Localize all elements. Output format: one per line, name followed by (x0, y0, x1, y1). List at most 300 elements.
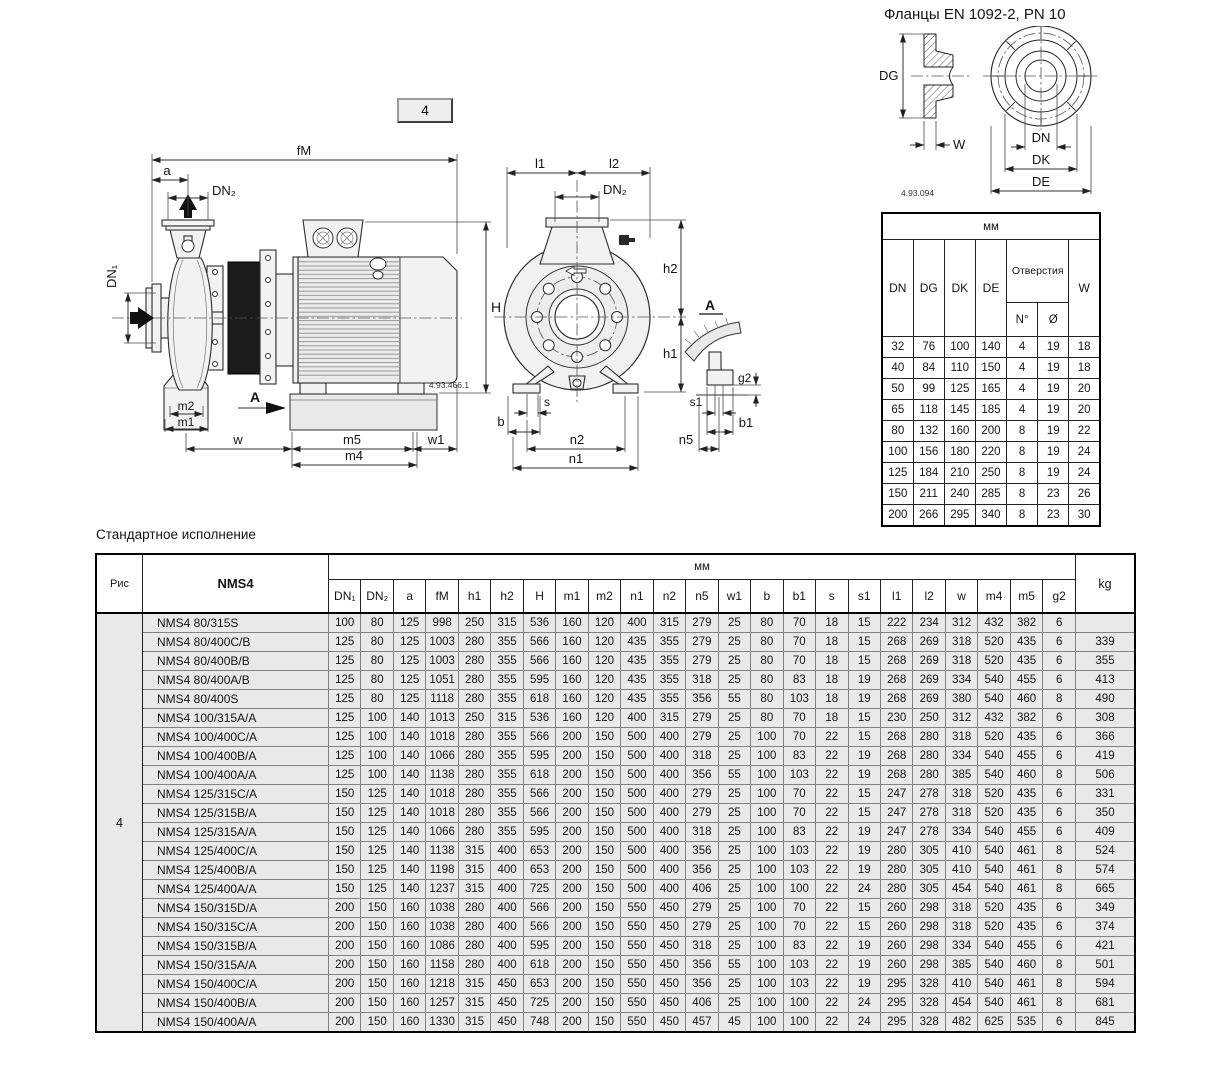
dim-value: 550 (621, 994, 653, 1013)
dim-value: 150 (361, 994, 393, 1013)
dim-value: 1003 (426, 652, 458, 671)
dim-value: 280 (458, 652, 490, 671)
dim-value: 160 (556, 633, 588, 652)
dim-value: 280 (458, 956, 490, 975)
dim-value: 200 (329, 994, 361, 1013)
dim-value: 22 (816, 842, 848, 861)
dim-value: 25 (718, 633, 750, 652)
dim-value: 125 (329, 766, 361, 785)
dim-value: 260 (880, 899, 912, 918)
dim-col-header: DN₂ (361, 580, 393, 614)
dim-col-header: h2 (491, 580, 523, 614)
dim-value: 382 (1010, 709, 1042, 728)
dim-value: 25 (718, 671, 750, 690)
dim-value: 140 (393, 747, 425, 766)
dim-value: 457 (686, 1013, 718, 1033)
dim-value: 280 (458, 671, 490, 690)
dim-value: 305 (913, 861, 945, 880)
dim-value: 80 (751, 709, 783, 728)
flange-value: 150 (975, 358, 1006, 379)
dim-value: 80 (361, 613, 393, 633)
flange-value: 156 (913, 442, 944, 463)
dim-col-header: m2 (588, 580, 620, 614)
dim-value: 280 (458, 690, 490, 709)
dim-value: 618 (523, 690, 555, 709)
dim-value: 8 (1043, 861, 1076, 880)
dim-value: 100 (329, 613, 361, 633)
dim-value: 536 (523, 709, 555, 728)
dim-value: 160 (393, 975, 425, 994)
dim-value: 1066 (426, 747, 458, 766)
dim-value: 400 (653, 861, 685, 880)
dim-value: 200 (556, 785, 588, 804)
dim-value: 22 (816, 1013, 848, 1033)
dim-label-b1: b1 (738, 415, 754, 430)
dim-value: 315 (458, 975, 490, 994)
dim-value: 100 (783, 880, 815, 899)
dim-label-w: w (233, 432, 243, 447)
dim-value: 22 (816, 918, 848, 937)
dim-label-s1: s1 (689, 395, 703, 409)
dim-value: 400 (491, 899, 523, 918)
flange-value: 26 (1069, 484, 1100, 505)
dim-value: 6 (1043, 709, 1076, 728)
dim-value: 356 (686, 690, 718, 709)
dim-value: 150 (588, 842, 620, 861)
dim-value: 70 (783, 709, 815, 728)
flange-tbody (882, 337, 1100, 527)
dim-value: 540 (978, 880, 1010, 899)
flange-value: 20 (1069, 379, 1100, 400)
flange-value: 4 (1007, 337, 1038, 358)
dim-value: 22 (816, 975, 848, 994)
dim-value: 334 (945, 671, 977, 690)
dim-col-header: m5 (1010, 580, 1042, 614)
dim-value: 312 (945, 709, 977, 728)
pump-model: NMS4 150/315B/A (143, 937, 329, 956)
flange-value: 23 (1038, 484, 1069, 505)
dim-col-header: b (751, 580, 783, 614)
flange-value: 132 (913, 421, 944, 442)
dim-value: 435 (1010, 652, 1042, 671)
dim-label-b: b (497, 414, 505, 429)
dim-value: 100 (751, 747, 783, 766)
dim-value: 25 (718, 880, 750, 899)
dim-value: 280 (880, 880, 912, 899)
dim-value: 355 (491, 671, 523, 690)
dim-value: 460 (1010, 956, 1042, 975)
pump-row (96, 785, 1135, 804)
dim-value: 140 (393, 728, 425, 747)
dim-value: 150 (588, 785, 620, 804)
dim-value: 435 (621, 633, 653, 652)
col-header-dn: DN (882, 240, 913, 337)
flange-value: 19 (1038, 337, 1069, 358)
dim-value: 25 (718, 785, 750, 804)
pump-row (96, 918, 1135, 937)
dim-value: 125 (329, 671, 361, 690)
weight-value: 421 (1076, 937, 1136, 956)
flange-value: 80 (882, 421, 913, 442)
pump-model: NMS4 125/400C/A (143, 842, 329, 861)
dim-value: 80 (361, 652, 393, 671)
dim-value: 298 (913, 937, 945, 956)
dim-value: 150 (588, 994, 620, 1013)
dim-value: 15 (848, 652, 880, 671)
dim-label-DK: DK (1031, 152, 1051, 167)
drawing-ref-flange: 4.93.094 (901, 188, 935, 198)
dim-label-DN: DN (1031, 130, 1051, 145)
dim-value: 540 (978, 975, 1010, 994)
dim-value: 70 (783, 899, 815, 918)
dim-value: 280 (458, 804, 490, 823)
dim-value: 455 (1010, 937, 1042, 956)
dim-value: 566 (523, 804, 555, 823)
dim-value: 500 (621, 728, 653, 747)
dim-value: 318 (945, 785, 977, 804)
dim-col-header: m1 (556, 580, 588, 614)
dim-value: 280 (880, 861, 912, 880)
dim-value: 19 (848, 861, 880, 880)
dim-value: 400 (653, 728, 685, 747)
dim-value: 200 (556, 728, 588, 747)
dim-value: 24 (848, 880, 880, 899)
dim-value: 406 (686, 880, 718, 899)
weight-value: 409 (1076, 823, 1136, 842)
dim-value: 268 (880, 671, 912, 690)
dim-value: 80 (751, 690, 783, 709)
dim-value: 520 (978, 652, 1010, 671)
weight-value: 308 (1076, 709, 1136, 728)
dim-value: 380 (945, 690, 977, 709)
dim-value: 435 (621, 671, 653, 690)
pump-row (96, 671, 1135, 690)
dim-value: 260 (880, 956, 912, 975)
dim-value: 520 (978, 918, 1010, 937)
dim-value: 19 (848, 956, 880, 975)
dim-value: 1138 (426, 842, 458, 861)
flange-value: 4 (1007, 379, 1038, 400)
pump-row (96, 804, 1135, 823)
dim-value: 435 (1010, 785, 1042, 804)
dim-value: 450 (653, 994, 685, 1013)
flange-value: 340 (975, 505, 1006, 527)
dim-value: 200 (556, 994, 588, 1013)
flange-value: 165 (975, 379, 1006, 400)
dim-value: 355 (491, 747, 523, 766)
pump-model: NMS4 100/315A/A (143, 709, 329, 728)
flange-value: 19 (1038, 358, 1069, 379)
dim-label-n1: n1 (568, 451, 584, 466)
dim-value: 25 (718, 823, 750, 842)
dim-value: 1038 (426, 918, 458, 937)
dim-value: 18 (816, 671, 848, 690)
dim-value: 25 (718, 975, 750, 994)
dim-value: 150 (588, 880, 620, 899)
dim-col-header: a (393, 580, 425, 614)
dim-value: 618 (523, 956, 555, 975)
dim-value: 125 (361, 880, 393, 899)
dim-value: 355 (491, 804, 523, 823)
dim-value: 454 (945, 994, 977, 1013)
flange-value: 180 (944, 442, 975, 463)
dim-value: 653 (523, 975, 555, 994)
dim-value: 500 (621, 747, 653, 766)
dim-col-header: m4 (978, 580, 1010, 614)
dim-value: 1018 (426, 804, 458, 823)
dim-value: 200 (556, 937, 588, 956)
dim-value: 280 (458, 899, 490, 918)
dim-value: 125 (393, 690, 425, 709)
weight-value: 339 (1076, 633, 1136, 652)
dim-value: 315 (458, 880, 490, 899)
dim-col-header: n1 (621, 580, 653, 614)
dim-value: 120 (588, 709, 620, 728)
dim-value: 6 (1043, 918, 1076, 937)
col-header-holes-d: Ø (1038, 303, 1069, 337)
weight-value: 413 (1076, 671, 1136, 690)
dim-value: 318 (945, 633, 977, 652)
dim-value: 120 (588, 671, 620, 690)
dim-value: 150 (329, 861, 361, 880)
dim-col-header: H (523, 580, 555, 614)
dim-value: 400 (653, 823, 685, 842)
dim-value: 125 (393, 613, 425, 633)
dim-value: 100 (751, 823, 783, 842)
dim-value: 550 (621, 918, 653, 937)
dim-label-H: H (491, 299, 502, 315)
dim-value: 100 (783, 994, 815, 1013)
weight-value: 355 (1076, 652, 1136, 671)
dim-value: 150 (361, 975, 393, 994)
dim-value: 125 (329, 728, 361, 747)
dim-value: 22 (816, 728, 848, 747)
dim-value: 125 (361, 804, 393, 823)
dim-value: 540 (978, 842, 1010, 861)
section-a-detail (679, 297, 761, 452)
dim-value: 160 (393, 1013, 425, 1033)
dim-value: 400 (653, 766, 685, 785)
pump-model: NMS4 125/400A/A (143, 880, 329, 899)
dim-value: 500 (621, 766, 653, 785)
dim-value: 247 (880, 823, 912, 842)
pump-model: NMS4 100/400A/A (143, 766, 329, 785)
dim-col-header: h1 (458, 580, 490, 614)
dim-value: 1330 (426, 1013, 458, 1033)
dim-value: 25 (718, 994, 750, 1013)
dim-value: 318 (945, 652, 977, 671)
flange-value: 22 (1069, 421, 1100, 442)
dim-value: 318 (945, 918, 977, 937)
dim-value: 100 (751, 918, 783, 937)
dim-label-dn1: DN₁ (104, 264, 119, 288)
flange-row (882, 463, 1100, 484)
dim-value: 70 (783, 785, 815, 804)
dim-value: 125 (329, 652, 361, 671)
pump-model: NMS4 80/400A/B (143, 671, 329, 690)
dim-value: 298 (913, 899, 945, 918)
flange-value: 100 (882, 442, 913, 463)
dim-value: 435 (1010, 918, 1042, 937)
dim-value: 83 (783, 937, 815, 956)
dim-value: 279 (686, 804, 718, 823)
dim-value: 315 (458, 994, 490, 1013)
dim-value: 278 (913, 823, 945, 842)
dim-value: 279 (686, 633, 718, 652)
dim-value: 8 (1043, 956, 1076, 975)
dim-value: 520 (978, 633, 1010, 652)
dim-value: 83 (783, 823, 815, 842)
dim-value: 150 (361, 956, 393, 975)
dim-value: 279 (686, 899, 718, 918)
dim-value: 520 (978, 804, 1010, 823)
dim-label-fM: fM (296, 143, 312, 158)
dim-value: 6 (1043, 613, 1076, 633)
dim-value: 298 (913, 918, 945, 937)
dim-value: 455 (1010, 671, 1042, 690)
flange-table (881, 212, 1101, 527)
flange-value: 266 (913, 505, 944, 527)
dim-label-dn2-front: DN₂ (603, 182, 627, 197)
dim-value: 200 (556, 804, 588, 823)
flange-value: 65 (882, 400, 913, 421)
dim-value: 22 (816, 956, 848, 975)
dim-value: 100 (361, 709, 393, 728)
dim-value: 305 (913, 880, 945, 899)
dim-value: 80 (361, 633, 393, 652)
dim-value: 406 (686, 994, 718, 1013)
dim-col-header: DN₁ (329, 580, 361, 614)
dim-value: 461 (1010, 880, 1042, 899)
dim-value: 279 (686, 918, 718, 937)
dim-value: 461 (1010, 861, 1042, 880)
dim-value: 566 (523, 918, 555, 937)
dim-value: 150 (588, 804, 620, 823)
dim-value: 540 (978, 994, 1010, 1013)
dim-value: 80 (361, 671, 393, 690)
pump-model: NMS4 150/400B/A (143, 994, 329, 1013)
dim-value: 279 (686, 728, 718, 747)
dim-value: 19 (848, 937, 880, 956)
dim-value: 100 (751, 766, 783, 785)
dim-value: 315 (458, 842, 490, 861)
flange-value: 4 (1007, 400, 1038, 421)
dim-value: 454 (945, 880, 977, 899)
dim-value: 150 (588, 956, 620, 975)
dim-value: 70 (783, 613, 815, 633)
dim-value: 455 (1010, 823, 1042, 842)
dim-value: 540 (978, 766, 1010, 785)
dim-value: 450 (653, 956, 685, 975)
dim-value: 140 (393, 804, 425, 823)
dim-value: 103 (783, 842, 815, 861)
pump-row (96, 842, 1135, 861)
dim-value: 100 (751, 785, 783, 804)
dim-value: 234 (913, 613, 945, 633)
dim-value: 355 (491, 785, 523, 804)
dim-label-h1: h1 (663, 346, 678, 361)
pump-model: NMS4 80/400C/B (143, 633, 329, 652)
dim-value: 6 (1043, 633, 1076, 652)
dim-value: 315 (458, 1013, 490, 1033)
dim-value: 500 (621, 861, 653, 880)
dim-value: 279 (686, 785, 718, 804)
pump-row (96, 613, 1135, 633)
flange-row (882, 505, 1100, 527)
dim-value: 80 (751, 633, 783, 652)
col-header-dg: DG (913, 240, 944, 337)
dim-value: 25 (718, 918, 750, 937)
dim-value: 318 (686, 937, 718, 956)
flange-value: 24 (1069, 442, 1100, 463)
dim-value: 460 (1010, 690, 1042, 709)
dim-value: 355 (653, 690, 685, 709)
pump-row (96, 728, 1135, 747)
dim-value: 18 (816, 613, 848, 633)
weight-value: 506 (1076, 766, 1136, 785)
dim-value: 230 (880, 709, 912, 728)
flange-row (882, 442, 1100, 463)
flange-value: 200 (882, 505, 913, 527)
dim-value: 540 (978, 747, 1010, 766)
dim-value: 8 (1043, 994, 1076, 1013)
dim-value: 22 (816, 785, 848, 804)
dim-value: 120 (588, 652, 620, 671)
dim-value: 482 (945, 1013, 977, 1033)
dim-value: 318 (945, 899, 977, 918)
dim-value: 150 (588, 918, 620, 937)
weight-value: 681 (1076, 994, 1136, 1013)
dim-value: 318 (945, 728, 977, 747)
dim-value: 70 (783, 728, 815, 747)
dim-value: 125 (361, 861, 393, 880)
dim-value: 280 (458, 937, 490, 956)
flange-value: 18 (1069, 358, 1100, 379)
dim-value: 200 (556, 956, 588, 975)
weight-value: 331 (1076, 785, 1136, 804)
dim-value: 160 (556, 671, 588, 690)
dim-value: 19 (848, 842, 880, 861)
flange-value: 210 (944, 463, 975, 484)
dim-value: 6 (1043, 899, 1076, 918)
dim-value: 15 (848, 728, 880, 747)
dim-value: 520 (978, 785, 1010, 804)
dim-value: 356 (686, 861, 718, 880)
dim-value: 150 (361, 937, 393, 956)
weight-value: 349 (1076, 899, 1136, 918)
dim-value: 200 (556, 918, 588, 937)
dim-label-n5: n5 (678, 432, 694, 447)
dim-value: 8 (1043, 766, 1076, 785)
dim-value: 595 (523, 671, 555, 690)
weight-value: 574 (1076, 861, 1136, 880)
dim-value: 260 (880, 918, 912, 937)
dim-value: 200 (329, 975, 361, 994)
dim-value: 400 (491, 956, 523, 975)
dim-value: 6 (1043, 785, 1076, 804)
dim-value: 450 (491, 975, 523, 994)
section-label-A: A (250, 389, 261, 405)
dim-value: 328 (913, 994, 945, 1013)
weight-value: 374 (1076, 918, 1136, 937)
dim-label-DE: DE (1031, 174, 1051, 189)
dim-value: 140 (393, 842, 425, 861)
pump-row (96, 937, 1135, 956)
dim-value: 318 (686, 671, 718, 690)
flange-row (882, 358, 1100, 379)
dim-value: 125 (361, 785, 393, 804)
dim-value: 150 (588, 747, 620, 766)
